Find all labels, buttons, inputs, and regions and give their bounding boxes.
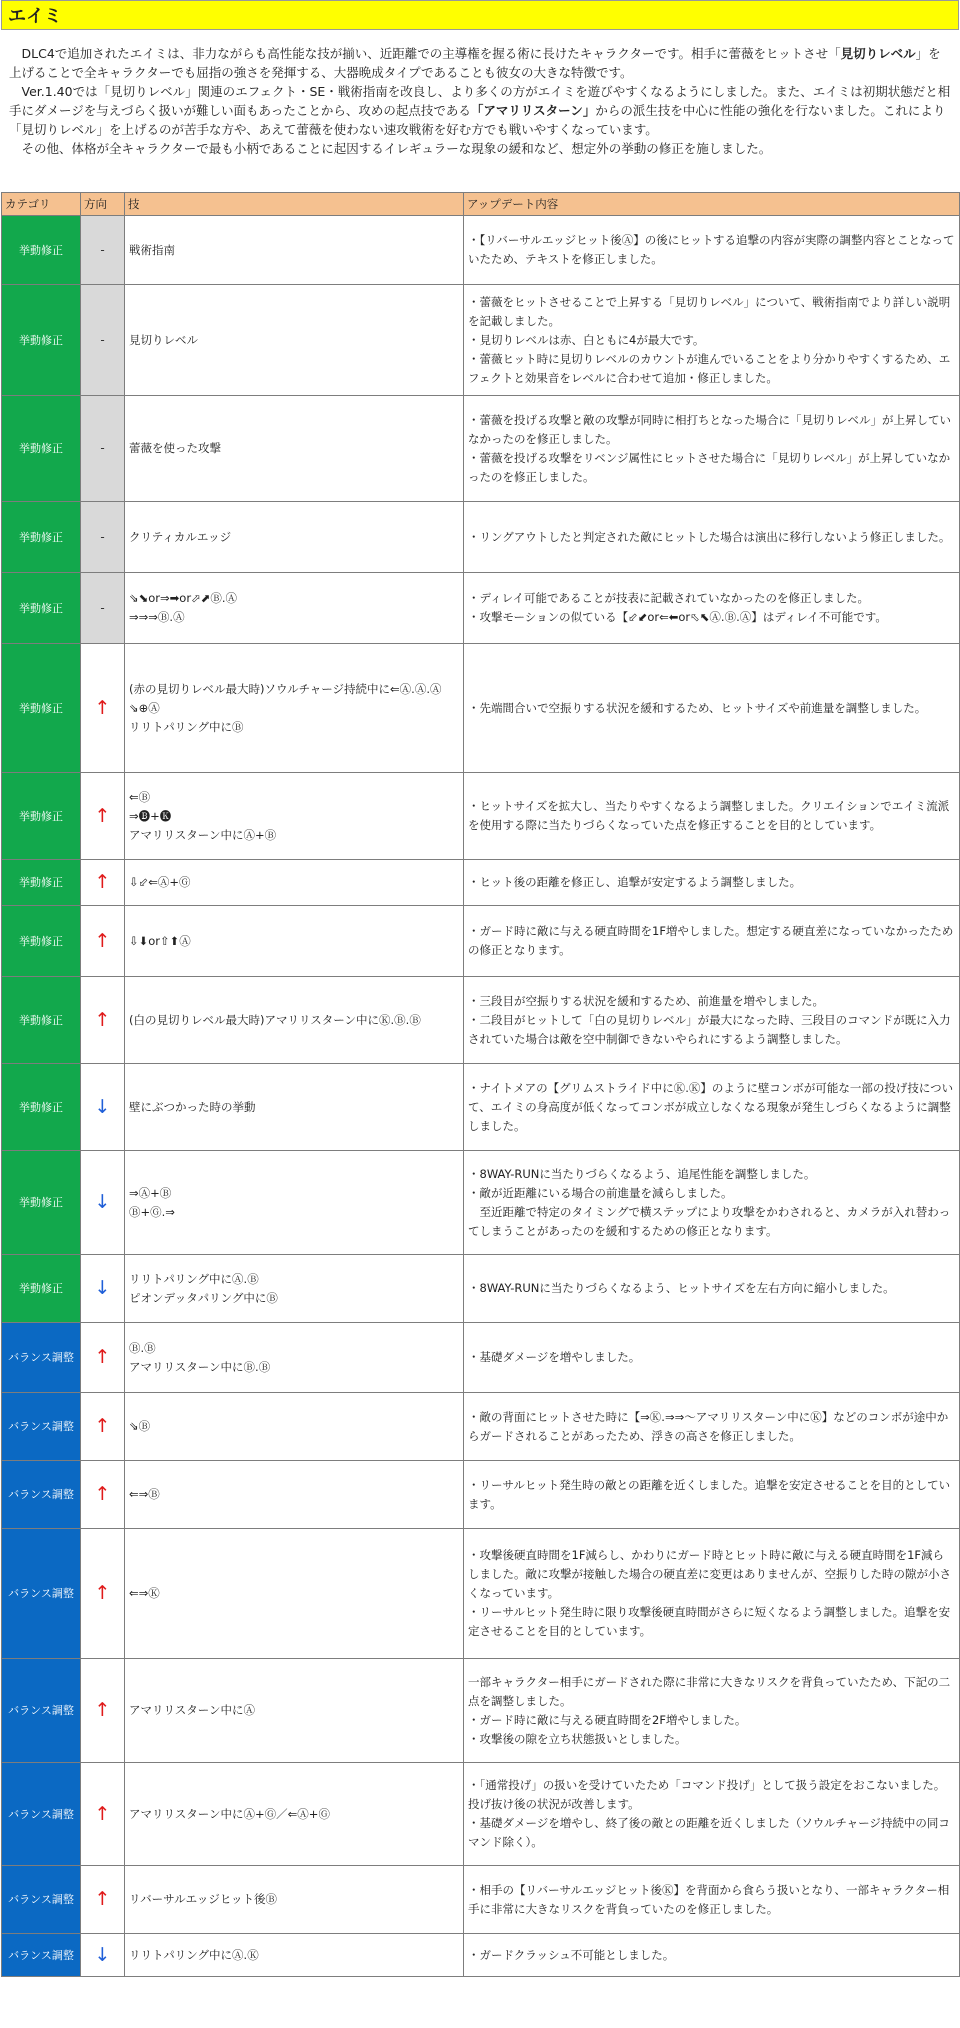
category-cell: 挙動修正 <box>2 644 81 773</box>
category-cell: バランス調整 <box>2 1763 81 1866</box>
update-content-cell: ・蕾薇を投げる攻撃と敵の攻撃が同時に相打ちとなった場合に「見切りレベル」が上昇していなかったのを修正しました。 ・蕾薇を投げる攻撃をリベンジ属性にヒットさせた場合に「見切りレベル」が上昇していなかったのを修正しました。 <box>464 396 960 502</box>
category-cell: 挙動修正 <box>2 573 81 644</box>
technique-cell: ⇐⇒Ⓑ <box>125 1461 464 1529</box>
technique-cell: 見切りレベル <box>125 285 464 396</box>
category-cell: 挙動修正 <box>2 396 81 502</box>
technique-cell: (赤の見切りレベル最大時)ソウルチャージ持続中に⇐Ⓐ.Ⓐ.Ⓐ ⇘⊕Ⓐ リリトパリング中にⒷ <box>125 644 464 773</box>
technique-cell: ⇐Ⓑ ⇒🅑+🅚 アマリリスターン中にⒶ+Ⓑ <box>125 773 464 860</box>
up-arrow-icon: ↑ <box>81 644 125 773</box>
table-row <box>2 906 960 977</box>
table-row <box>2 1866 960 1934</box>
intro-paragraph <box>9 82 951 139</box>
category-cell: バランス調整 <box>2 1529 81 1659</box>
table-row <box>2 1461 960 1529</box>
intro-paragraph <box>9 44 951 82</box>
intro-text-span: 」を上げることで全キャラクターでも屈指の強さを発揮する、大器晩成タイプであることも彼女の大きな特徴です。 <box>9 46 941 80</box>
up-arrow-icon: ↑ <box>81 773 125 860</box>
intro-text-span: Ver.1.40では「見切りレベル」関連のエフェクト・SE・戦術指南を改良し、より多くの方がエイミを遊びやすくなるようにしました。また、エイミは初期状態だと相手にダメージを与えづらく扱いが難しい面もあったことから、攻めの起点技である <box>9 84 951 118</box>
technique-cell: リリトパリング中にⒶ.Ⓑ ピオンデッタパリング中にⒷ <box>125 1255 464 1323</box>
intro-emphasis: 「アマリリスターン」 <box>470 103 596 118</box>
category-cell: バランス調整 <box>2 1393 81 1461</box>
direction-dash: - <box>81 502 125 573</box>
technique-cell: アマリリスターン中にⒶ <box>125 1659 464 1763</box>
table-row <box>2 1659 960 1763</box>
category-cell: 挙動修正 <box>2 860 81 906</box>
category-cell: バランス調整 <box>2 1659 81 1763</box>
update-content-cell: ・ガード時に敵に与える硬直時間を1F増やしました。想定する硬直差になっていなかったための修正となります。 <box>464 906 960 977</box>
up-arrow-icon: ↑ <box>81 1461 125 1529</box>
up-arrow-icon: ↑ <box>81 1763 125 1866</box>
direction-dash: - <box>81 396 125 502</box>
category-cell: 挙動修正 <box>2 285 81 396</box>
update-content-cell: ・三段目が空振りする状況を緩和するため、前進量を増やしました。 ・二段目がヒットして「白の見切りレベル」が最大になった時、三段目のコマンドが既に入力されていた場合は敵を空中制御できないやられにするよう調整しました。 <box>464 977 960 1064</box>
table-row <box>2 977 960 1064</box>
up-arrow-icon: ↑ <box>81 860 125 906</box>
table-row <box>2 1255 960 1323</box>
direction-dash: - <box>81 285 125 396</box>
technique-cell: 壁にぶつかった時の挙動 <box>125 1064 464 1151</box>
down-arrow-icon: ↓ <box>81 1064 125 1151</box>
technique-cell: Ⓑ.Ⓑ アマリリスターン中にⒷ.Ⓑ <box>125 1323 464 1393</box>
direction-dash: - <box>81 216 125 285</box>
up-arrow-icon: ↑ <box>81 906 125 977</box>
page-title-bar <box>1 0 959 30</box>
up-arrow-icon: ↑ <box>81 1659 125 1763</box>
table-row <box>2 860 960 906</box>
technique-cell: アマリリスターン中にⒶ+Ⓖ／⇐Ⓐ+Ⓖ <box>125 1763 464 1866</box>
table-row <box>2 1529 960 1659</box>
update-content-cell: ・ガードクラッシュ不可能としました。 <box>464 1934 960 1977</box>
update-content-cell: ・基礎ダメージを増やしました。 <box>464 1323 960 1393</box>
table-row <box>2 573 960 644</box>
table-header-row <box>2 193 960 216</box>
up-arrow-icon: ↑ <box>81 1323 125 1393</box>
header-category: カテゴリ <box>2 193 81 216</box>
category-cell: 挙動修正 <box>2 906 81 977</box>
update-content-cell: ・8WAY-RUNに当たりづらくなるよう、ヒットサイズを左右方向に縮小しました。 <box>464 1255 960 1323</box>
category-cell: バランス調整 <box>2 1934 81 1977</box>
table-row <box>2 396 960 502</box>
up-arrow-icon: ↑ <box>81 1866 125 1934</box>
category-cell: バランス調整 <box>2 1461 81 1529</box>
down-arrow-icon: ↓ <box>81 1151 125 1255</box>
table-row <box>2 1151 960 1255</box>
category-cell: 挙動修正 <box>2 216 81 285</box>
technique-cell: リリトパリング中にⒶ.Ⓚ <box>125 1934 464 1977</box>
up-arrow-icon: ↑ <box>81 1393 125 1461</box>
intro-text-span: からの派生技を中心に性能の強化を行ないました。これにより「見切りレベル」を上げるのが苦手な方や、あえて蕾薇を使わない速攻戦術を好む方でも戦いやすくなっています。 <box>9 103 946 137</box>
up-arrow-icon: ↑ <box>81 1529 125 1659</box>
update-content-cell: ・先端間合いで空振りする状況を緩和するため、ヒットサイズや前進量を調整しました。 <box>464 644 960 773</box>
technique-cell: ⇐⇒Ⓚ <box>125 1529 464 1659</box>
update-content-cell: ・「通常投げ」の扱いを受けていたため「コマンド投げ」として扱う設定をおこないました。投げ抜け後の状況が改善します。 ・基礎ダメージを増やし、終了後の敵との距離を近くしました（ソウルチャージ持続中の同コマンド除く）。 <box>464 1763 960 1866</box>
table-row <box>2 644 960 773</box>
header-technique: 技 <box>125 193 464 216</box>
category-cell: バランス調整 <box>2 1866 81 1934</box>
table-row <box>2 502 960 573</box>
update-content-cell: ・攻撃後硬直時間を1F減らし、かわりにガード時とヒット時に敵に与える硬直時間を1F減らしました。敵に攻撃が接触した場合の硬直差に変更はありませんが、空振りした時の隙が小さくなっています。 ・リーサルヒット発生時に限り攻撃後硬直時間がさらに短くなるよう調整しました。追撃を安定させることを目的としています。 <box>464 1529 960 1659</box>
down-arrow-icon: ↓ <box>81 1255 125 1323</box>
table-row <box>2 773 960 860</box>
table-row <box>2 1064 960 1151</box>
technique-cell: ⇩⬃⇐Ⓐ+Ⓖ <box>125 860 464 906</box>
update-content-cell: ・リングアウトしたと判定された敵にヒットした場合は演出に移行しないよう修正しました。 <box>464 502 960 573</box>
technique-cell: 戦術指南 <box>125 216 464 285</box>
update-content-cell: 一部キャラクター相手にガードされた際に非常に大きなリスクを背負っていたため、下記の二点を調整しました。 ・ガード時に敵に与える硬直時間を2F増やしました。 ・攻撃後の隙を立ち状態扱いとしました。 <box>464 1659 960 1763</box>
category-cell: 挙動修正 <box>2 1151 81 1255</box>
intro-text-span: その他、体格が全キャラクターで最も小柄であることに起因するイレギュラーな現象の緩和など、想定外の挙動の修正を施しました。 <box>21 141 772 156</box>
table-row <box>2 216 960 285</box>
update-content-cell: ・【リバーサルエッジヒット後Ⓐ】の後にヒットする追撃の内容が実際の調整内容とことなっていたため、テキストを修正しました。 <box>464 216 960 285</box>
update-content-cell: ・蕾薇をヒットさせることで上昇する「見切りレベル」について、戦術指南でより詳しい説明を記載しました。 ・見切りレベルは赤、白ともに4が最大です。 ・蕾薇ヒット時に見切りレベルのカウントが進んでいることをより分かりやすくするため、エフェクトと効果音をレベルに合わせて追加・修正しました。 <box>464 285 960 396</box>
table-row <box>2 1763 960 1866</box>
header-direction: 方向 <box>81 193 125 216</box>
update-content-cell: ・ナイトメアの【グリムストライド中にⓀ.Ⓚ】のように壁コンボが可能な一部の投げ技について、エイミの身高度が低くなってコンボが成立しなくなる現象が発生しづらくなるように調整しました。 <box>464 1064 960 1151</box>
technique-cell: ⇘⬊or⇒➡or⬀⬈Ⓑ.Ⓐ ⇒⇒⇒Ⓑ.Ⓐ <box>125 573 464 644</box>
down-arrow-icon: ↓ <box>81 1934 125 1977</box>
up-arrow-icon: ↑ <box>81 977 125 1064</box>
intro-emphasis: 見切りレベル <box>840 46 916 61</box>
intro-text-span: DLC4で追加されたエイミは、非力ながらも高性能な技が揃い、近距離での主導権を握る術に長けたキャラクターです。相手に蕾薇をヒットさせ「 <box>21 46 841 61</box>
page <box>1 0 959 1977</box>
update-content-cell: ・リーサルヒット発生時の敵との距離を近くしました。追撃を安定させることを目的としています。 <box>464 1461 960 1529</box>
technique-cell: (白の見切りレベル最大時)アマリリスターン中にⓀ.Ⓑ.Ⓑ <box>125 977 464 1064</box>
update-table <box>1 192 960 1977</box>
direction-dash: - <box>81 573 125 644</box>
technique-cell: ⇒Ⓐ+Ⓑ Ⓑ+Ⓖ.⇒ <box>125 1151 464 1255</box>
technique-cell: リバーサルエッジヒット後Ⓑ <box>125 1866 464 1934</box>
table-row <box>2 1934 960 1977</box>
update-content-cell: ・ディレイ可能であることが技表に記載されていなかったのを修正しました。 ・攻撃モーションの似ている【⬃⬋or⇐⬅or⬁⬉Ⓐ.Ⓑ.Ⓐ】はディレイ不可能です。 <box>464 573 960 644</box>
category-cell: バランス調整 <box>2 1323 81 1393</box>
category-cell: 挙動修正 <box>2 502 81 573</box>
technique-cell: 蕾薇を使った攻撃 <box>125 396 464 502</box>
table-row <box>2 1393 960 1461</box>
technique-cell: ⇩⬇or⇧⬆Ⓐ <box>125 906 464 977</box>
update-content-cell: ・相手の【リバーサルエッジヒット後Ⓚ】を背面から食らう扱いとなり、一部キャラクター相手に非常に大きなリスクを背負っていたのを修正しました。 <box>464 1866 960 1934</box>
page-title: エイミ <box>8 6 62 27</box>
technique-cell: ⇘Ⓑ <box>125 1393 464 1461</box>
technique-cell: クリティカルエッジ <box>125 502 464 573</box>
update-content-cell: ・ヒットサイズを拡大し、当たりやすくなるよう調整しました。クリエイションでエイミ流派を使用する際に当たりづらくなっていた点を修正することを目的としています。 <box>464 773 960 860</box>
header-content: アップデート内容 <box>464 193 960 216</box>
category-cell: 挙動修正 <box>2 977 81 1064</box>
table-row <box>2 285 960 396</box>
update-content-cell: ・ヒット後の距離を修正し、追撃が安定するよう調整しました。 <box>464 860 960 906</box>
intro-paragraph <box>9 139 951 158</box>
category-cell: 挙動修正 <box>2 773 81 860</box>
category-cell: 挙動修正 <box>2 1255 81 1323</box>
intro-text <box>1 30 959 192</box>
table-row <box>2 1323 960 1393</box>
update-content-cell: ・敵の背面にヒットさせた時に【⇒Ⓚ.⇒⇒～アマリリスターン中にⓀ】などのコンボが途中からガードされることがあったため、浮きの高さを修正しました。 <box>464 1393 960 1461</box>
update-content-cell: ・8WAY-RUNに当たりづらくなるよう、追尾性能を調整しました。 ・敵が近距離にいる場合の前進量を減らしました。 至近距離で特定のタイミングで横ステップにより攻撃をかわされると、カメラが入れ替わってしまうことがあったのを緩和するための修正となります。 <box>464 1151 960 1255</box>
category-cell: 挙動修正 <box>2 1064 81 1151</box>
